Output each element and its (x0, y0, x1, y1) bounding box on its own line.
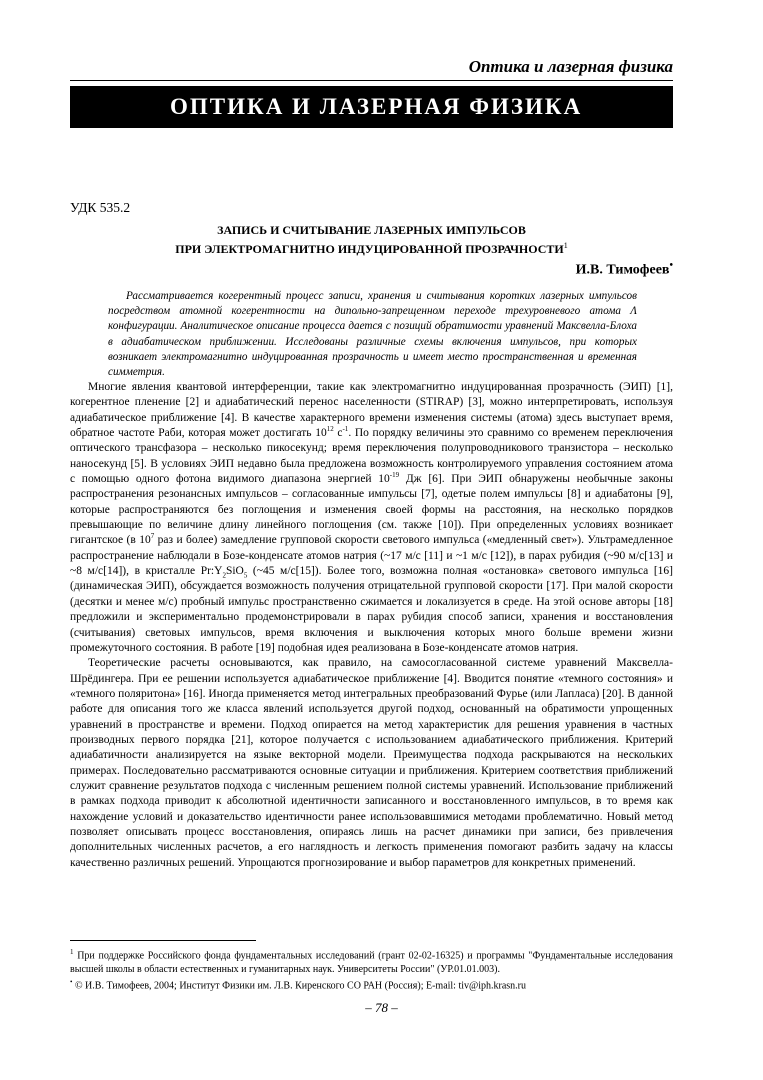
body-paragraph-2: Теоретические расчеты основываются, как правило, на самосогласованной системе уравнений Максвелла-Шрёдингера. При ее решении используется адиабатическое приближение [4]. Вводится понятие «темного состояния» и «темного поляритона» [16]. Иногда применяется метод интегральных преобразований Фурье (или Лапласа) [20]. В данной работе для описания того же класса явлений используется другой подход, основанный на обратимости упрощенных уравнений в пространстве и времени. Подход опирается на метод характеристик для решения уравнения в частных производных первого порядка [21], которое получается с использованием адиабатического приближения. Критерий адиабатичности анализируется на языке векторной модели. Преимущества подхода раскрываются на нескольких примерах. Последовательно рассматриваются основные ситуации и приближения. Критерием соответствия приближений служит сравнение результатов подхода с численным решением полной системы уравнений. Использование приближений в рамках подхода приводит к абсолютной идентичности записанного и восстановленного импульсов, в то время как нахождение условий и доказательство идентичности ранее использовавшимися методами проблематично. Новый метод позволяет описывать процесс восстановления, опираясь лишь на расчет динамики при записи, без привлечения дополнительных численных расчетов, а его наглядность и легкость применения помогают разбить задачу на классы качественно различных решений. Упрощаются прогнозирование и выбор параметров для конкретных применений. (70, 657, 673, 869)
abstract: Рассматривается когерентный процесс записи, хранения и считывания коротких лазерных импульсов посредством атомной когерентности на дипольно-запрещенном переходе трехуровневого атома Λ конфигурации. Аналитическое описание процесса дается с позиций обратимости уравнений Максвелла-Блоха в адиабатическом приближении. Исследованы различные схемы включения импульсов, при которых возникает электромагнитно индуцированная прозрачность и имеет место пространственная и временная симметрия. (108, 290, 637, 379)
header-rule (70, 80, 673, 81)
p1-text-c: . По порядку величины это сравнимо со временем переключения оптического трансфазора – несколько пикосекунд; время переключения полупроводникового транзистора – несколько наносекунд [5]. В условиях ЭИП недавно была предложена возможность контролируемого управления состоянием атома с помощью одного фотона видимого диапазона энергией 10 (70, 427, 674, 486)
p1-sup-3: -19 (389, 471, 400, 480)
page-number: – 78 – (365, 1000, 398, 1015)
p1-sub-1: 2 (222, 571, 226, 580)
article-body (70, 380, 673, 871)
footnote-1-mark: 1 (70, 948, 74, 956)
title-footnote-mark[interactable]: 1 (563, 241, 568, 250)
p1-text-g: (~45 м/с[15]). Более того, возможна полная «остановка» светового импульса [16] (динамическая ЭИП), обсуждается возможность получения отрицательной групповой скорости [17]. При малой скорости (десятки и менее м/с) пробный импульс пространственно сжимается и локализуется в среде. На этой основе авторы [18] предложили и экспериментально продемонстрировали в парах рубидия способ записи, хранения и восстановления (считывания) световых импульсов, время включения и выключения которых много больше времени жизни промежуточного состояния. В работе [19] подобная идея реализована в Бозе-конденсате атомов натрия. (70, 565, 673, 654)
p1-text-e: раз и более) замедление групповой скорости светового импульса («медленный свет»). Ультрамедленное распространение наблюдали в Бозе-конденсате атомов натрия (~17 м/с [11] и ~1 м/с [12]), в парах рубидия (~90 м/с[13] и ~8 м/с[14]), в кристалле Pr:Y (70, 534, 674, 578)
title-line-1: ЗАПИСЬ И СЧИТЫВАНИЕ ЛАЗЕРНЫХ ИМПУЛЬСОВ (217, 223, 526, 237)
author-name (576, 260, 673, 279)
running-header-title: Оптика и лазерная физика (468, 57, 673, 76)
p1-sub-2: 5 (243, 571, 248, 580)
p1-text-d: Дж [6]. При ЭИП обнаружены необычные законы распространения резонансных импульсов – согласованные импульсы [7], одетые полем импульсы [8] и адиабатоны [9], которые распространяются без поглощения и изменения своей формы на расстояния, на несколько порядков превышающие по величине длину линейного поглощения (см. также [10]). При определенных условиях возникает гигантское (в 10 (70, 473, 673, 547)
p1-text-f: SiO (225, 565, 244, 578)
p1-text-a: Многие явления квантовой интерференции, такие как электромагнитно индуцированная прозрачность (ЭИП) [1], когерентное пленение [2] и адиабатический перенос населенности (STIRAP) [3], можно интерпретировать, используя адиабатическое приближение [4]. В качестве характерного времени изменения системы (атома) здесь выступает время, обратное частоте Раби, которая может достигать 10 (70, 381, 673, 440)
footnote-2-mark: • (70, 978, 73, 987)
p1-sup-4: 7 (150, 532, 155, 541)
author-footnote-mark[interactable]: • (669, 260, 673, 271)
udc-code: УДК 535.2 (70, 200, 131, 215)
title-line-2 (70, 238, 673, 257)
footnote-2 (70, 976, 673, 993)
section-banner: ОПТИКА И ЛАЗЕРНАЯ ФИЗИКА (70, 86, 673, 128)
p1-sup-1: 12 (326, 425, 334, 434)
author-name-text: И.В. Тимофеев (575, 262, 670, 278)
p1-sup-2: -1 (342, 425, 349, 434)
footnote-2-text: © И.В. Тимофеев, 2004; Институт Физики им. Л.В. Киренского СО РАН (Россия); E-mail: tiv@iph.krasn.ru (72, 980, 526, 992)
footnotes (70, 946, 673, 993)
title-line-2-text: ПРИ ЭЛЕКТРОМАГНИТНО ИНДУЦИРОВАННОЙ ПРОЗРАЧНОСТИ (175, 242, 564, 256)
footnote-rule (70, 940, 256, 941)
footnote-1-text: При поддержке Российского фонда фундаментальных исследований (грант 02-02-16325) и программы "Фундаментальные исследования высшей школы в области естественных и гуманитарных наук. Университеты России" (УР.01.01.003). (70, 950, 673, 975)
body-paragraph-1 (70, 380, 673, 656)
footnote-1 (70, 946, 673, 976)
article-title (70, 222, 673, 257)
p1-text-b: с (333, 427, 343, 440)
